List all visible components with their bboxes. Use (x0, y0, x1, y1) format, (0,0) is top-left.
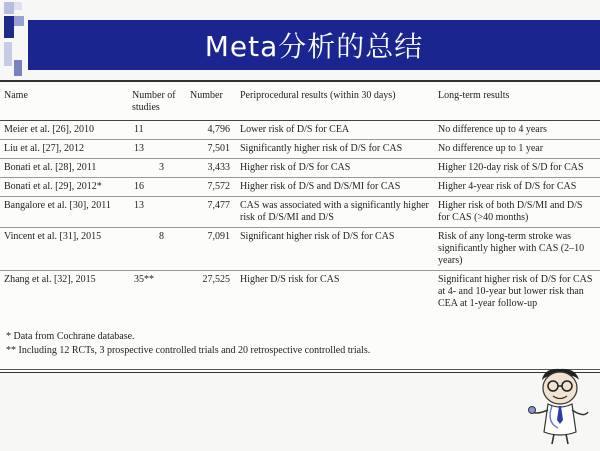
cell-number: 4,796 (186, 121, 236, 140)
cell-periprocedural: Significantly higher risk of D/S for CAS (236, 140, 434, 159)
cell-number: 7,501 (186, 140, 236, 159)
table-row (0, 140, 600, 159)
cell-number: 27,525 (202, 274, 230, 285)
table-row (0, 271, 600, 314)
cell-name: Bonati et al. [29], 2012* (0, 178, 128, 197)
decor-square (14, 16, 24, 26)
table-row (0, 159, 600, 178)
cell-name: Zhang et al. [32], 2015 (4, 274, 96, 285)
cell-name: Vincent et al. [31], 2015 (0, 228, 128, 271)
decor-square (14, 2, 22, 10)
cell-periprocedural: Significant higher risk of D/S for CAS (236, 228, 434, 271)
decor-square (14, 60, 22, 76)
cell-number: 7,091 (186, 228, 236, 271)
decor-square (4, 2, 14, 14)
cell-name: Meier et al. [26], 2010 (0, 121, 128, 140)
cell-studies: 8 (128, 228, 186, 271)
cell-studies: 11 (128, 121, 186, 140)
slide-title: Meta分析的总结 (204, 30, 424, 63)
cell-periprocedural: Higher risk of D/S for CAS (236, 159, 434, 178)
decor-square (4, 16, 14, 38)
table-header-row (0, 82, 600, 121)
title-bar (28, 20, 600, 70)
cell-number: 7,477 (186, 197, 236, 228)
footer-rule (0, 369, 600, 370)
table-row (0, 178, 600, 197)
header-name: Name (0, 82, 128, 121)
header-longterm: Long-term results (434, 82, 600, 121)
cell-periprocedural: Lower risk of D/S for CEA (236, 121, 434, 140)
cell-longterm: Significant higher risk of D/S for CAS at 4- and 10-year but lower risk than CEA at 1-year follow-up (438, 274, 593, 309)
cell-longterm: Higher risk of both D/S/MI and D/S for CAS (>40 months) (434, 197, 600, 228)
cell-name: Bangalore et al. [30], 2011 (0, 197, 128, 228)
cell-periprocedural: Higher D/S risk for CAS (240, 274, 340, 285)
table-row (0, 197, 600, 228)
header-studies: Number of studies (128, 82, 186, 121)
header-number: Number (186, 82, 236, 121)
cell-studies: 13 (128, 140, 186, 159)
cell-longterm: No difference up to 4 years (434, 121, 600, 140)
cell-name: Liu et al. [27], 2012 (0, 140, 128, 159)
cell-periprocedural: CAS was associated with a significantly higher risk of D/S/MI and D/S (236, 197, 434, 228)
table-row (0, 228, 600, 271)
cell-longterm: Higher 120-day risk of S/D for CAS (434, 159, 600, 178)
cell-studies: 16 (128, 178, 186, 197)
cell-number: 3,433 (186, 159, 236, 178)
cell-studies: 13 (128, 197, 186, 228)
cell-studies: 3 (128, 159, 186, 178)
footnote-1: * Data from Cochrane database. (6, 331, 135, 342)
cell-name: Bonati et al. [28], 2011 (0, 159, 128, 178)
cell-number: 7,572 (186, 178, 236, 197)
cell-periprocedural: Higher risk of D/S and D/S/MI for CAS (236, 178, 434, 197)
cell-longterm: Higher 4-year risk of D/S for CAS (434, 178, 600, 197)
table-row (0, 121, 600, 140)
cell-longterm: No difference up to 1 year (434, 140, 600, 159)
decor-square (4, 42, 12, 66)
header-periprocedural: Periprocedural results (within 30 days) (236, 82, 434, 121)
meta-analysis-table (0, 82, 600, 313)
doctor-cartoon-icon (524, 366, 596, 446)
cell-longterm: Risk of any long-term stroke was significantly higher with CAS (2–10 years) (434, 228, 600, 271)
footnote-2: ** Including 12 RCTs, 3 prospective controlled trials and 20 retrospective controlled trials. (6, 344, 371, 356)
footnotes (6, 330, 370, 357)
cell-studies: 35** (134, 274, 154, 285)
